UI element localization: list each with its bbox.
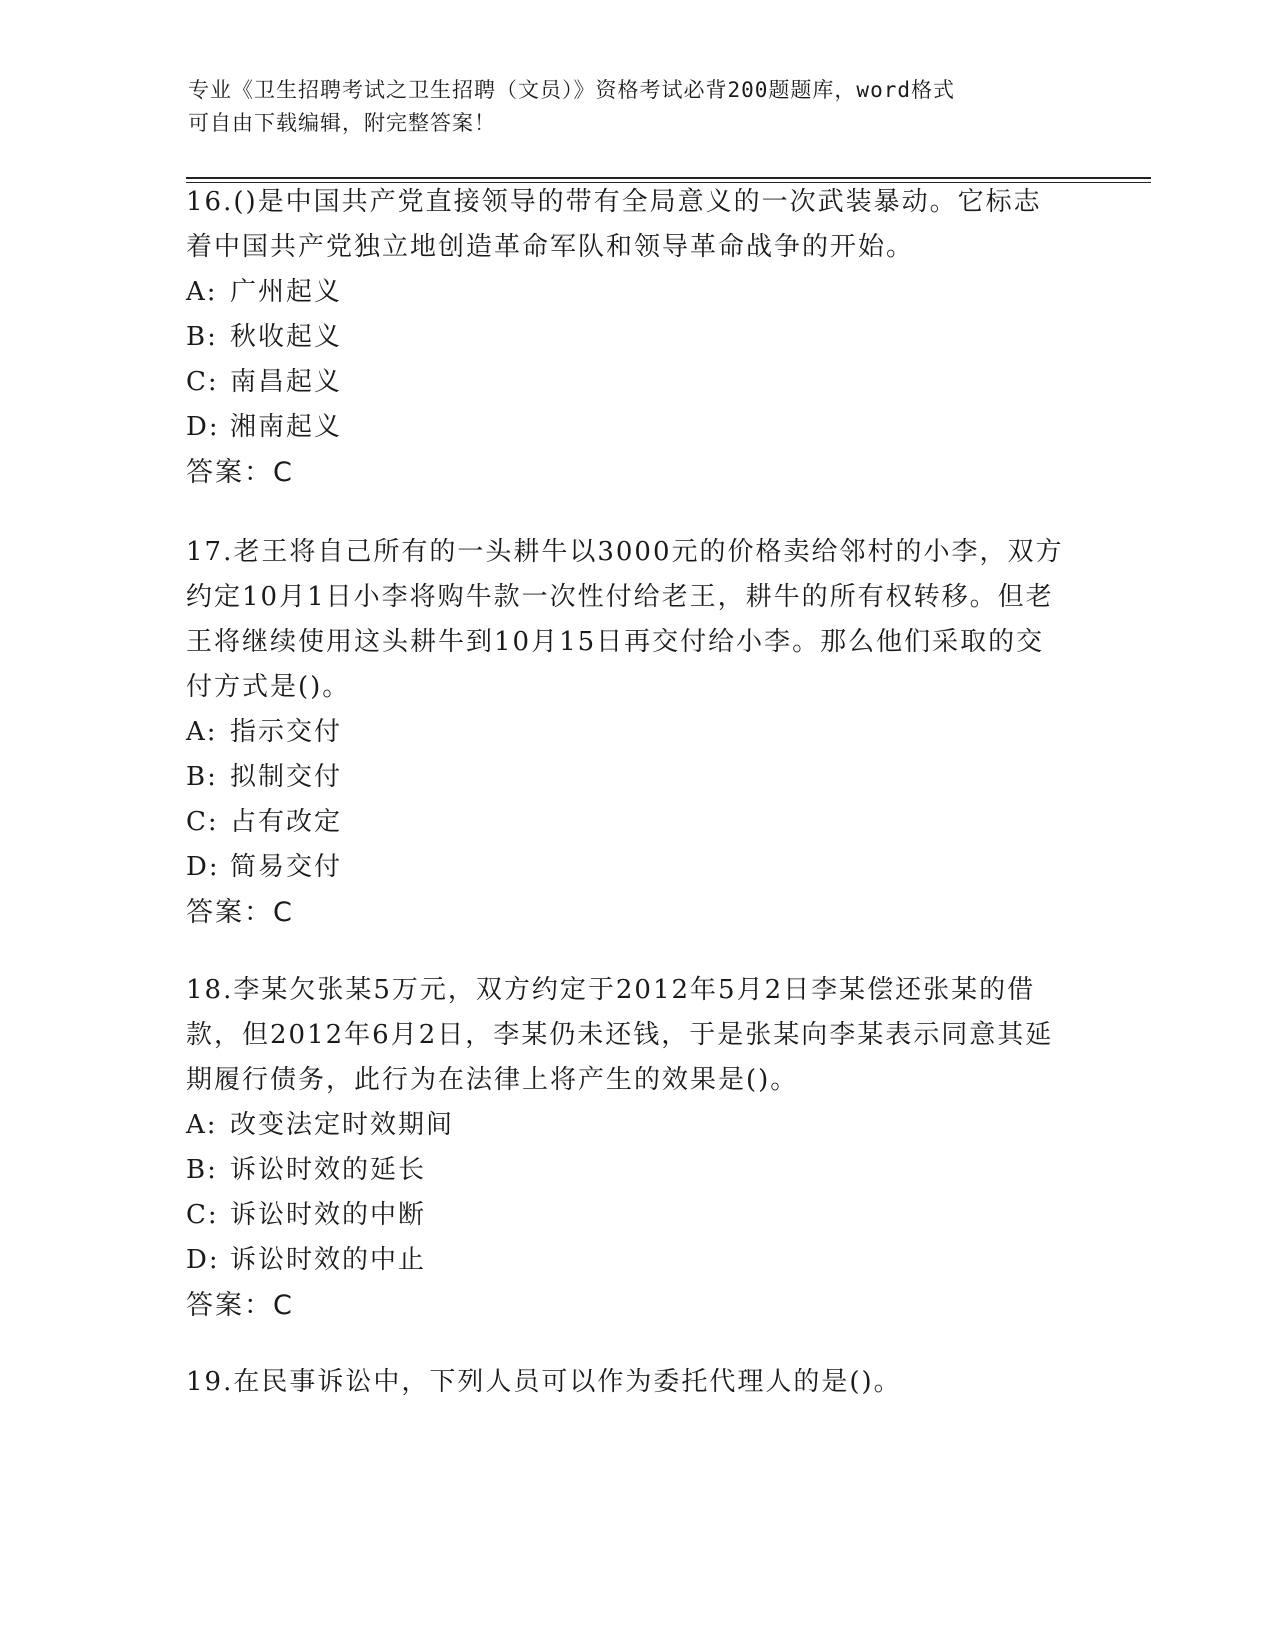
option-text: 诉讼时效的中止 [230,1245,427,1275]
document-header [188,74,1068,140]
option-key: D: [186,412,220,442]
option-key: C: [186,807,219,837]
option-text: 占有改定 [230,807,343,837]
answer: 答案：C [186,897,294,928]
question-18 [186,968,1066,1328]
question-17 [186,530,1066,935]
answer: 答案：C [186,457,294,488]
option-key: D: [186,1245,220,1275]
option-c [186,1193,1066,1238]
option-text: 拟制交付 [230,762,343,792]
question-stem: 18.李某欠张某5万元，双方约定于2012年5月2日李某偿还张某的借款，但2012年6月2日，李某仍未还钱，于是张某向李某表示同意其延期履行债务，此行为在法律上将产生的效果是()。 [186,975,1054,1095]
option-key: A: [186,1110,218,1140]
option-text: 秋收起义 [230,322,343,352]
option-key: B: [186,762,218,792]
option-key: A: [186,277,218,307]
option-c [186,800,1066,845]
option-text: 诉讼时效的延长 [230,1155,427,1185]
option-c [186,360,1066,405]
header-line-2: 可自由下载编辑，附完整答案！ [188,111,496,135]
option-key: D: [186,852,220,882]
option-text: 南昌起义 [230,367,343,397]
option-text: 诉讼时效的中断 [230,1200,427,1230]
option-b [186,755,1066,800]
question-19 [186,1360,1066,1405]
option-d [186,845,1066,890]
option-key: B: [186,1155,218,1185]
option-a [186,270,1066,315]
option-b [186,315,1066,360]
question-16 [186,180,1066,495]
option-text: 湘南起义 [230,412,343,442]
option-key: C: [186,367,219,397]
option-key: C: [186,1200,219,1230]
option-text: 改变法定时效期间 [230,1110,455,1140]
question-stem: 16.()是中国共产党直接领导的带有全局意义的一次武装暴动。它标志着中国共产党独立地创造革命军队和领导革命战争的开始。 [186,187,1042,262]
option-text: 简易交付 [230,852,343,882]
answer: 答案：C [186,1290,294,1321]
question-stem: 19.在民事诉讼中，下列人员可以作为委托代理人的是()。 [186,1367,902,1397]
option-a [186,1103,1066,1148]
option-text: 广州起义 [230,277,343,307]
header-line-1: 专业《卫生招聘考试之卫生招聘（文员）》资格考试必背200题题库，word格式 [188,78,955,102]
question-stem: 17.老王将自己所有的一头耕牛以3000元的价格卖给邻村的小李，双方约定10月1日小李将购牛款一次性付给老王，耕牛的所有权转移。但老王将继续使用这头耕牛到10月15日再交付给小李。那么他们采取的交付方式是()。 [186,537,1064,702]
option-d [186,405,1066,450]
option-text: 指示交付 [230,717,343,747]
option-a [186,710,1066,755]
option-key: A: [186,717,218,747]
option-key: B: [186,322,218,352]
option-d [186,1238,1066,1283]
option-b [186,1148,1066,1193]
